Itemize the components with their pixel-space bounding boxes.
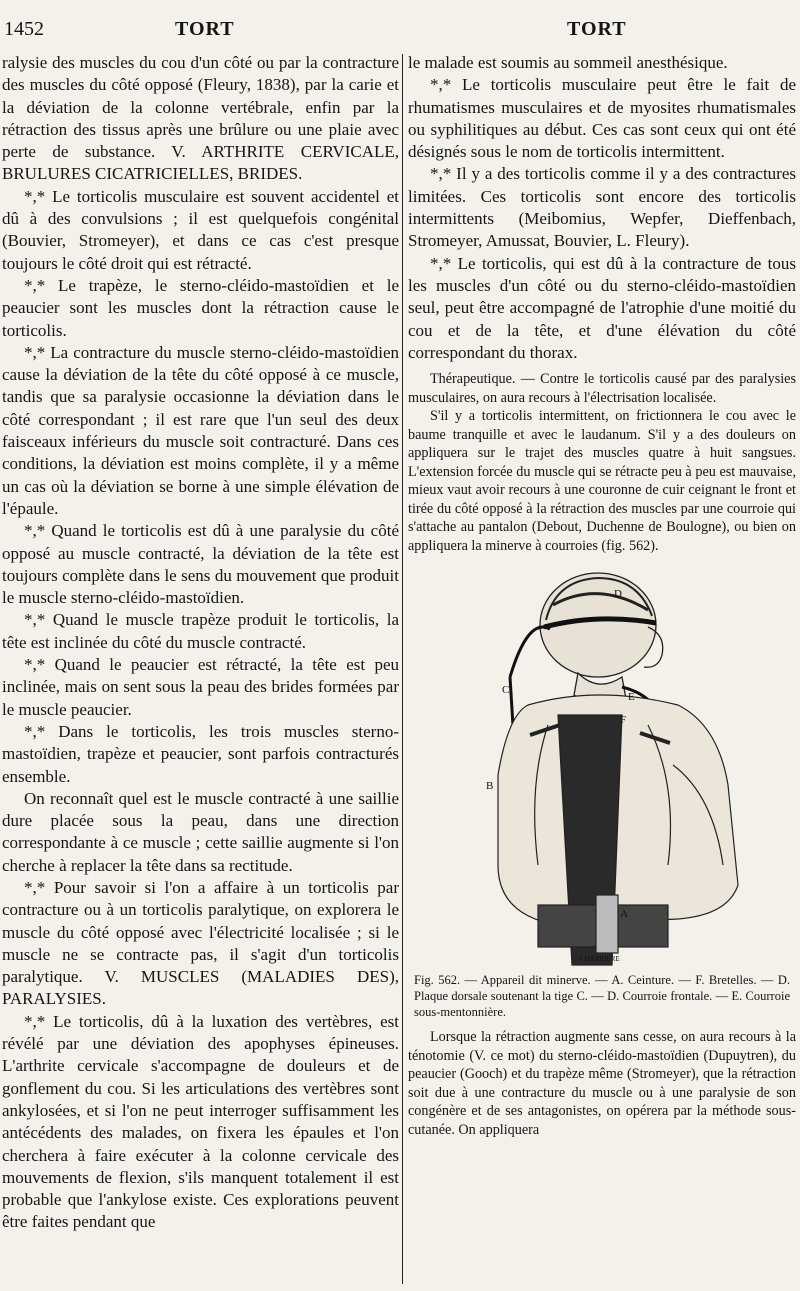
paragraph: *,* Le torticolis musculaire est souvent accidentel et dû à des convulsions ; il est quelquefois congénital (Bouvier, Stromeyer), et dans ce cas c'est presque toujours le côté droit qui est rétracté. [2,186,399,273]
paragraph: *,* Le torticolis musculaire peut être le fait de rhumatismes musculaires et de myosites rhumatismales ou syphilitiques au début. Ces cas sont ceux qui ont été désignés sous le nom de torticolis intermittent. [408,75,796,162]
figure-label-e: E [628,691,635,704]
paragraph: *,* Quand le torticolis est dû à une paralysie du côté opposé au muscle contracté, la déviation de la tête est toujours complète dans le sens du mouvement que produit le muscle sterno-cléido-mastoïdien. [2,521,399,608]
figure-label-f: F [620,714,627,727]
paragraph: *,* Dans le torticolis, les trois muscles sterno-mastoïdien, trapèze et peaucier, sont parfois contracturés ensemble. [2,721,399,786]
paragraph: S'il y a torticolis intermittent, on frictionnera le cou avec le baume tranquille et avec le laudanum. S'il y a des douleurs on appliquera sur le trajet des muscles quatre à huit sangsues. L'extension forcée du muscle qui se rétracte peu à peu est mauvaise, mieux vaut avoir recours à une couronne de cuir ceignant le front et tirée du côté opposé à la rétraction des muscles par une courroie qui s'attache au pantalon (Debout, Duchenne de Boulogne), ou bien on appliquera la minerve à courroies (fig. 562). [408,408,796,554]
torso-drawing [498,695,738,965]
paragraph: le malade est soumis au sommeil anesthésique. [408,53,728,72]
paragraph: On reconnaît quel est le muscle contracté à une saillie dure placée sous la peau, dans une direction correspondante à ce muscle ; cette saillie augmente si l'on cherche à replacer la tête dans sa rectitude. [2,788,399,875]
head-drawing [540,573,663,703]
caption-text: Fig. 562. — Appareil dit minerve. — A. Ceinture. — F. Bretelles. — D. Plaque dorsale soutenant la tige C. — D. Courroie frontale. — E. Courroie sous-mentonnière. [414,973,790,1020]
figure-caption [408,972,796,1020]
running-head-left: TORT [175,18,235,40]
figure-label-d: D [614,588,622,601]
figure-label-a: A [620,908,628,921]
right-column [408,52,796,1282]
running-head-right: TORT [567,18,627,40]
paragraph: *,* Il y a des torticolis comme il y a des contractures limitées. Ces torticolis sont encore des torticolis intermittents (Meibomius, Wepfer, Dieffenbach, Stromeyer, Amussat, Bouvier, L. Fleury). [408,164,796,251]
figure-minerve [408,565,796,970]
paragraph: Thérapeutique. — Contre le torticolis causé par des paralysies musculaires, on aura recours à l'électrisation localisée. [408,371,796,406]
page-header [0,6,800,46]
figure-label-c: C [502,684,510,697]
minerve-illustration [408,565,796,970]
paragraph: *,* Le torticolis, qui est dû à la contracture de tous les muscles d'un côté ou du sterno-cléido-mastoïdien seul, peut être accompagné de l'atrophie d'une moitié du cou et de la tête, et d'une élévation du côté correspondant du thorax. [408,253,796,362]
left-column [2,52,399,1282]
right-bottom-text [408,1028,796,1139]
figure-label-b: B [486,780,494,793]
paragraph: ralysie des muscles du cou d'un côté ou par la contracture des muscles du côté opposé (Fleury, 1838), par la carie et la déviation de la colonne vertébrale, enfin par la rétraction des tissus après une brûlure ou une plaie avec perte de substance. V. ARTHRITE CERVICALE, BRULURES CICATRICIELLES, BRIDES. [2,53,399,184]
right-top-text [408,52,796,364]
paragraph: *,* Le trapèze, le sterno-cléido-mastoïdien et le peaucier sont les muscles dont la rétraction cause le torticolis. [2,275,399,340]
paragraph: *,* Quand le peaucier est rétracté, la tête est peu inclinée, mais on sent sous la peau des brides formées par le muscle peaucier. [2,655,399,719]
paragraph: *,* Pour savoir si l'on a affaire à un torticolis par contracture ou à un torticolis paralytique, on explorera le muscle du côté opposé avec l'électricité localisée ; si le muscle ne se contracte pas, il s'agit d'un torticolis paralytique. V. MUSCLES (MALADIES DES), PARALYSIES. [2,877,399,1009]
page-number: 1452 [4,18,44,40]
paragraph: Lorsque la rétraction augmente sans cesse, on aura recours à la ténotomie (V. ce mot) du sterno-cléido-mastoïdien (Dupuytren), du peaucier (Gooch) et du trapèze même (Stromeyer), que la rétraction soit due à une contracture du muscle ou à une paralysie de son congénère et de ses antagonistes, on opérera par la méthode sous-cutanée. On appliquera [408,1029,796,1138]
engraver-signature: CHARRIERE [580,955,620,964]
column-divider [402,54,403,1284]
paragraph: *,* Quand le muscle trapèze produit le torticolis, la tête est inclinée du côté du muscle contracté. [2,610,399,652]
therapeutic-section [408,370,796,555]
paragraph: *,* Le torticolis, dû à la luxation des vertèbres, est révélé par une déviation des apophyses épineuses. L'arthrite cervicale s'accompagne de douleurs et de gonflement du cou. Si les articulations des vertèbres sont ankylosées, et si l'on ne peut interroger suffisamment les antécédents des malades, on fixera les épaules et l'on cherchera à faire exécuter à la colonne cervicale des mouvements de flexion, s'ils manquent totalement il est probable que l'ankylose existe. Ces explorations peuvent être faites pendant que [2,1011,399,1232]
paragraph: *,* La contracture du muscle sterno-cléido-mastoïdien cause la déviation de la tête du côté opposé à ce muscle, tandis que sa paralysie occasionne la déviation dans le côté correspondant ; il est rare que l'un seul des deux faisceaux inférieurs du muscle soit contracturé. Dans ces conditions, la déviation est moins complète, il y a même un cas où la déviation se borne à une simple élévation de l'épaule. [2,342,399,518]
